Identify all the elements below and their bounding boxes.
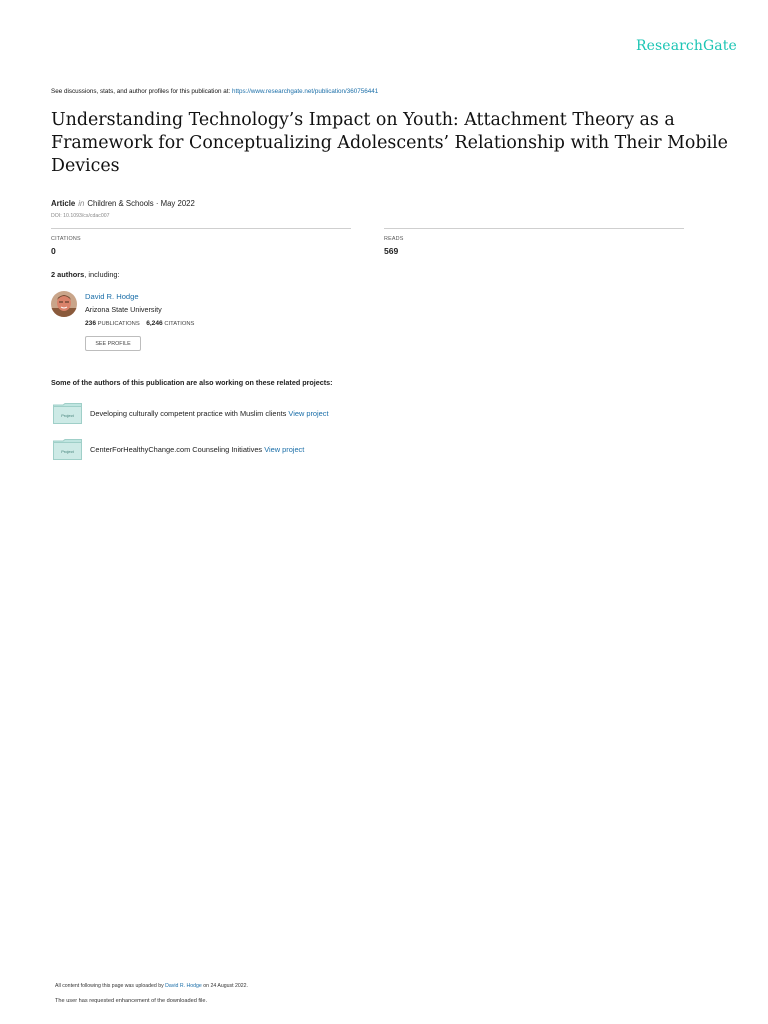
project-icon-label: Project bbox=[61, 413, 74, 418]
authors-count bbox=[51, 270, 120, 279]
author-publications-count: 236 bbox=[85, 320, 97, 327]
uploader-link[interactable]: David R. Hodge bbox=[165, 983, 202, 989]
author-publications-label: PUBLICATIONS bbox=[97, 321, 140, 327]
citations-value: 0 bbox=[51, 246, 56, 256]
publication-link-line bbox=[51, 88, 378, 95]
author-citations-count: 6,246 bbox=[146, 320, 163, 327]
article-type: Article bbox=[51, 199, 76, 208]
journal-and-date: Children & Schools · May 2022 bbox=[87, 199, 195, 208]
author-citations-label: CITATIONS bbox=[164, 321, 195, 327]
article-meta bbox=[51, 199, 195, 208]
reads-label: READS bbox=[384, 236, 404, 242]
reads-value: 569 bbox=[384, 246, 399, 256]
author-stats bbox=[85, 320, 194, 327]
article-title: Understanding Technology’s Impact on Youth: Attachment Theory as a Framework for Conceptualizing Adolescents’ Relationship with Their Mobile Devices bbox=[51, 110, 728, 176]
view-project-link[interactable]: View project bbox=[264, 445, 305, 454]
project-folder-icon bbox=[53, 403, 82, 424]
author-avatar[interactable] bbox=[51, 291, 77, 317]
author-photo-icon bbox=[51, 291, 77, 317]
authors-count-bold: 2 authors bbox=[51, 270, 85, 279]
upload-prefix: All content following this page was uploaded by bbox=[55, 983, 166, 989]
in-word: in bbox=[78, 199, 85, 208]
project-item bbox=[53, 439, 453, 461]
see-profile-button[interactable]: SEE PROFILE bbox=[85, 336, 141, 351]
project-name: CenterForHealthyChange.com Counseling Initiatives bbox=[90, 445, 263, 454]
citations-label: CITATIONS bbox=[51, 236, 81, 242]
project-name: Developing culturally competent practice with Muslim clients bbox=[90, 409, 287, 418]
upload-note bbox=[55, 983, 248, 989]
project-folder-icon bbox=[53, 439, 82, 460]
publication-url-link[interactable]: https://www.researchgate.net/publication/360756441 bbox=[231, 88, 379, 95]
researchgate-logo[interactable]: ResearchGate bbox=[636, 38, 737, 54]
author-name-link[interactable]: David R. Hodge bbox=[85, 292, 139, 301]
author-institution: Arizona State University bbox=[85, 305, 162, 314]
related-projects-heading: Some of the authors of this publication are also working on these related projects: bbox=[51, 378, 333, 387]
reads-divider bbox=[384, 228, 684, 229]
citations-divider bbox=[51, 228, 351, 229]
authors-count-rest: , including: bbox=[84, 270, 120, 279]
project-item bbox=[53, 403, 453, 425]
publication-link-intro: See discussions, stats, and author profiles for this publication at: bbox=[51, 88, 232, 95]
project-icon-label: Project bbox=[61, 449, 74, 454]
upload-suffix: on 24 August 2022. bbox=[201, 983, 248, 989]
view-project-link[interactable]: View project bbox=[288, 409, 329, 418]
enhancement-note: The user has requested enhancement of the downloaded file. bbox=[55, 998, 208, 1004]
article-doi: DOI: 10.1093/cs/cdac007 bbox=[51, 213, 110, 219]
